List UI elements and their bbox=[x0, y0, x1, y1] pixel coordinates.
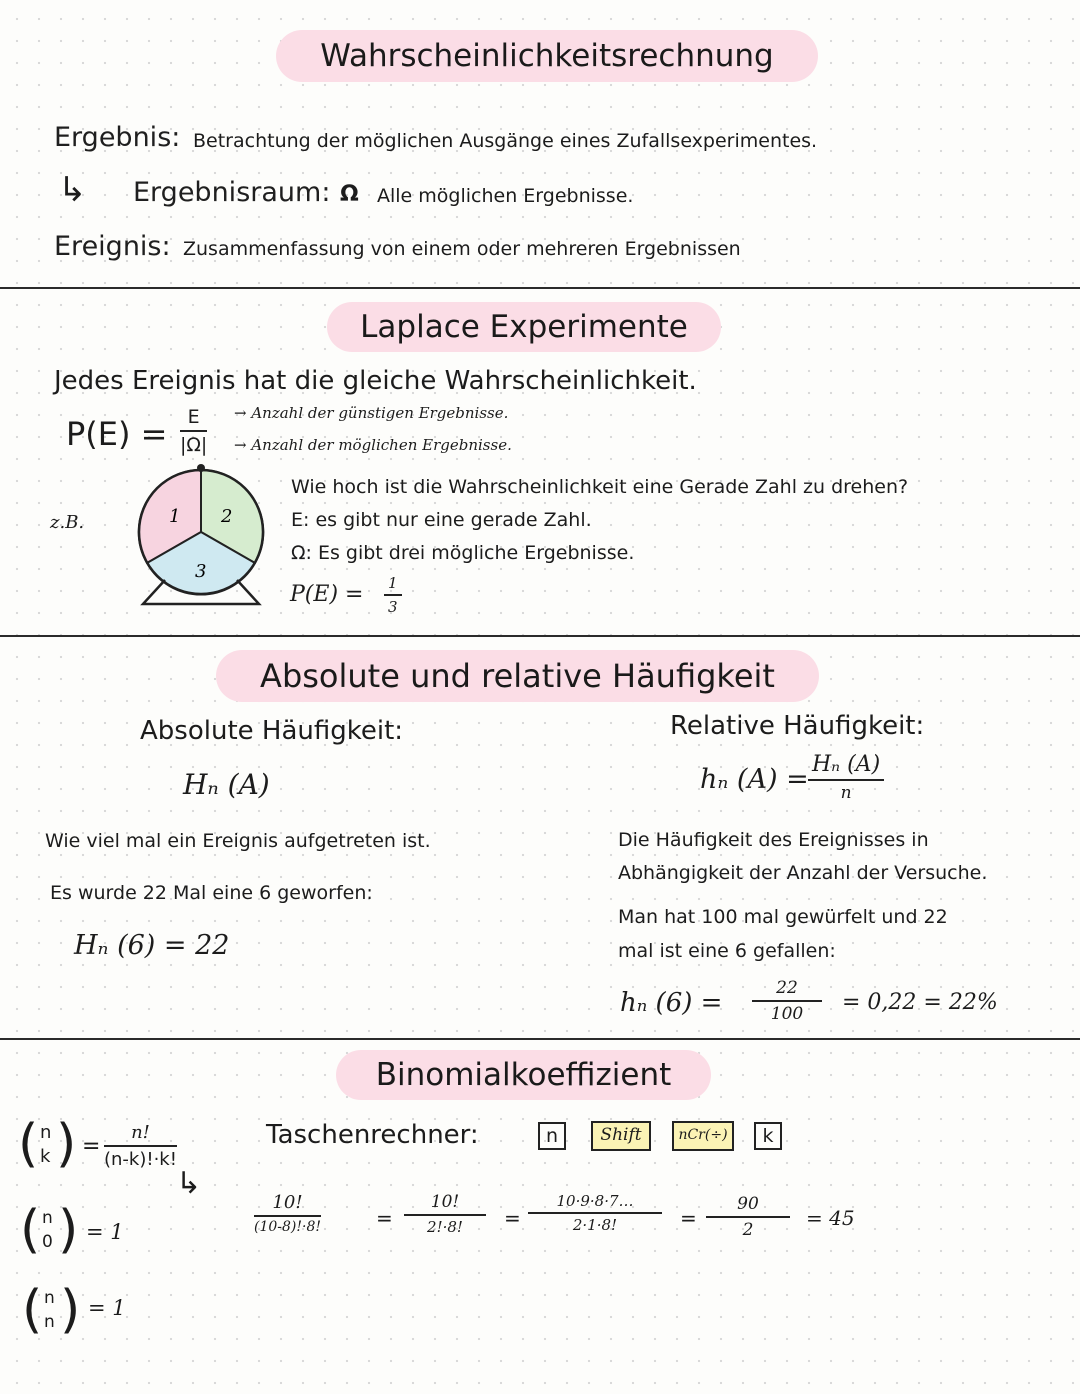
divider bbox=[0, 635, 1080, 637]
fraction-bar bbox=[752, 1000, 822, 1002]
def-ergebnisraum: Alle möglichen Ergebnisse. bbox=[377, 185, 634, 207]
example-question: Wie hoch ist die Wahrscheinlichkeit eine Gerade Zahl zu drehen? bbox=[291, 476, 909, 498]
binom-top: n bbox=[40, 1122, 52, 1143]
section-title-haeufigkeit: Absolute und relative Häufigkeit bbox=[216, 650, 819, 702]
term-ereignis: Ereignis: bbox=[54, 231, 171, 262]
wheel-label-2: 2 bbox=[221, 506, 233, 527]
equals-sign: = bbox=[680, 1206, 697, 1230]
fraction-bar bbox=[384, 594, 402, 596]
example-result-lhs: P(E) = bbox=[290, 582, 364, 607]
example-label: z.B. bbox=[50, 512, 85, 533]
equals-sign: = bbox=[504, 1206, 521, 1230]
calculator-label: Taschenrechner: bbox=[266, 1120, 479, 1150]
calc-result: = 45 bbox=[806, 1206, 855, 1230]
fraction-denominator: 2·1·8! bbox=[572, 1216, 618, 1234]
fraction-denominator: n bbox=[840, 783, 852, 803]
rel-heading: Relative Häufigkeit: bbox=[670, 711, 925, 741]
abs-formula: Hₙ (A) bbox=[183, 768, 270, 801]
rel-formula-lhs: hₙ (A) = bbox=[700, 764, 809, 795]
term-ergebnis: Ergebnis: bbox=[54, 122, 181, 153]
equals-sign: = bbox=[82, 1134, 101, 1159]
fraction-numerator: 10·9·8·7… bbox=[556, 1192, 634, 1210]
arrow-icon: ↳ bbox=[176, 1166, 202, 1201]
fraction-denominator: 2!·8! bbox=[427, 1218, 463, 1236]
binom-zero-top: n bbox=[42, 1208, 53, 1228]
rel-example-1: Man hat 100 mal gewürfelt und 22 bbox=[618, 906, 948, 928]
arrow-icon: ↳ bbox=[58, 170, 87, 210]
fraction-bar bbox=[404, 1214, 486, 1216]
example-omega-line: Ω: Es gibt drei mögliche Ergebnisse. bbox=[291, 542, 635, 564]
fraction-denominator: |Ω| bbox=[180, 434, 208, 456]
fraction-numerator: 90 bbox=[737, 1194, 759, 1214]
abs-example-formula: Hₙ (6) = 22 bbox=[74, 930, 230, 961]
calc-step-3 bbox=[528, 1192, 662, 1234]
rel-result-lhs: hₙ (6) = bbox=[620, 988, 723, 1018]
fraction-numerator: E bbox=[187, 406, 200, 428]
binom-n-open-paren: ( bbox=[22, 1280, 43, 1340]
omega-symbol: Ω bbox=[340, 182, 359, 207]
calc-step-2 bbox=[404, 1192, 486, 1236]
section-title-binomialkoeffizient: Binomialkoeffizient bbox=[336, 1050, 711, 1100]
equals-sign: = bbox=[376, 1206, 393, 1230]
binom-zero-result: = 1 bbox=[86, 1220, 124, 1244]
laplace-fraction bbox=[180, 406, 207, 456]
calc-key-k: k bbox=[754, 1122, 782, 1150]
fraction-bar bbox=[254, 1215, 321, 1217]
fraction-numerator: n! bbox=[131, 1122, 150, 1143]
fraction-bar bbox=[180, 430, 207, 432]
rel-description-2: Abhängigkeit der Anzahl der Versuche. bbox=[618, 862, 988, 884]
fraction-bar bbox=[528, 1212, 662, 1214]
binom-bottom: k bbox=[40, 1146, 51, 1167]
binom-zero-bottom: 0 bbox=[42, 1232, 53, 1252]
binom-n-result: = 1 bbox=[88, 1296, 126, 1320]
laplace-statement: Jedes Ereignis hat die gleiche Wahrscheinlichkeit. bbox=[54, 366, 697, 396]
binom-n-top: n bbox=[44, 1288, 55, 1308]
binom-definition-fraction bbox=[104, 1122, 177, 1170]
binom-open-paren: ( bbox=[18, 1114, 39, 1174]
section-title-wahrscheinlichkeitsrechnung: Wahrscheinlichkeitsrechnung bbox=[276, 30, 818, 82]
note-denominator: → Anzahl der möglichen Ergebnisse. bbox=[234, 436, 512, 454]
example-e-line: E: es gibt nur eine gerade Zahl. bbox=[291, 509, 592, 531]
wheel-label-1: 1 bbox=[169, 506, 181, 527]
rel-formula-fraction bbox=[808, 752, 884, 803]
note-numerator: → Anzahl der günstigen Ergebnisse. bbox=[234, 404, 509, 422]
fraction-numerator: 10! bbox=[430, 1192, 460, 1212]
fraction-numerator: 10! bbox=[272, 1192, 303, 1213]
abs-heading: Absolute Häufigkeit: bbox=[140, 716, 404, 746]
binom-zero-open-paren: ( bbox=[20, 1200, 41, 1260]
calc-key-ncr: nCr(÷) bbox=[672, 1121, 734, 1151]
fraction-bar bbox=[808, 779, 884, 781]
section-title-laplace: Laplace Experimente bbox=[327, 302, 721, 352]
def-ergebnis: Betrachtung der möglichen Ausgänge eines Zufallsexperimentes. bbox=[193, 130, 818, 152]
binom-n-close-paren: ) bbox=[60, 1280, 81, 1340]
fraction-denominator: 2 bbox=[742, 1220, 754, 1240]
spinning-wheel bbox=[135, 460, 275, 610]
binom-n-bottom: n bbox=[44, 1312, 55, 1332]
abs-description: Wie viel mal ein Ereignis aufgetreten ist. bbox=[45, 830, 431, 852]
rel-description-1: Die Häufigkeit des Ereignisses in bbox=[618, 829, 929, 851]
fraction-numerator: Hₙ (A) bbox=[812, 752, 881, 777]
binom-zero-close-paren: ) bbox=[58, 1200, 79, 1260]
binom-close-paren: ) bbox=[56, 1114, 77, 1174]
rel-result-rhs: = 0,22 = 22% bbox=[842, 990, 998, 1015]
fraction-denominator: (10-8)!·8! bbox=[254, 1219, 321, 1235]
fraction-denominator: 100 bbox=[770, 1004, 804, 1024]
rel-result-fraction bbox=[752, 978, 822, 1024]
divider bbox=[0, 287, 1080, 289]
calc-step-1 bbox=[254, 1192, 321, 1235]
def-ereignis: Zusammenfassung von einem oder mehreren Ergebnissen bbox=[183, 238, 741, 260]
abs-example: Es wurde 22 Mal eine 6 geworfen: bbox=[50, 882, 373, 904]
calc-step-4 bbox=[706, 1194, 790, 1240]
term-ergebnisraum: Ergebnisraum: bbox=[133, 177, 331, 208]
laplace-formula-lhs: P(E) = bbox=[66, 415, 168, 453]
fraction-denominator: (n-k)!·k! bbox=[104, 1149, 177, 1170]
fraction-numerator: 1 bbox=[388, 574, 398, 592]
calc-key-n: n bbox=[538, 1122, 566, 1150]
fraction-bar bbox=[706, 1216, 790, 1218]
wheel-pointer bbox=[197, 464, 205, 472]
divider bbox=[0, 1038, 1080, 1040]
example-result-fraction bbox=[384, 574, 402, 616]
fraction-denominator: 3 bbox=[388, 598, 398, 616]
wheel-label-3: 3 bbox=[195, 561, 207, 582]
fraction-bar bbox=[104, 1145, 177, 1147]
rel-example-2: mal ist eine 6 gefallen: bbox=[618, 940, 836, 962]
fraction-numerator: 22 bbox=[776, 978, 798, 998]
calc-key-shift: Shift bbox=[591, 1121, 651, 1151]
